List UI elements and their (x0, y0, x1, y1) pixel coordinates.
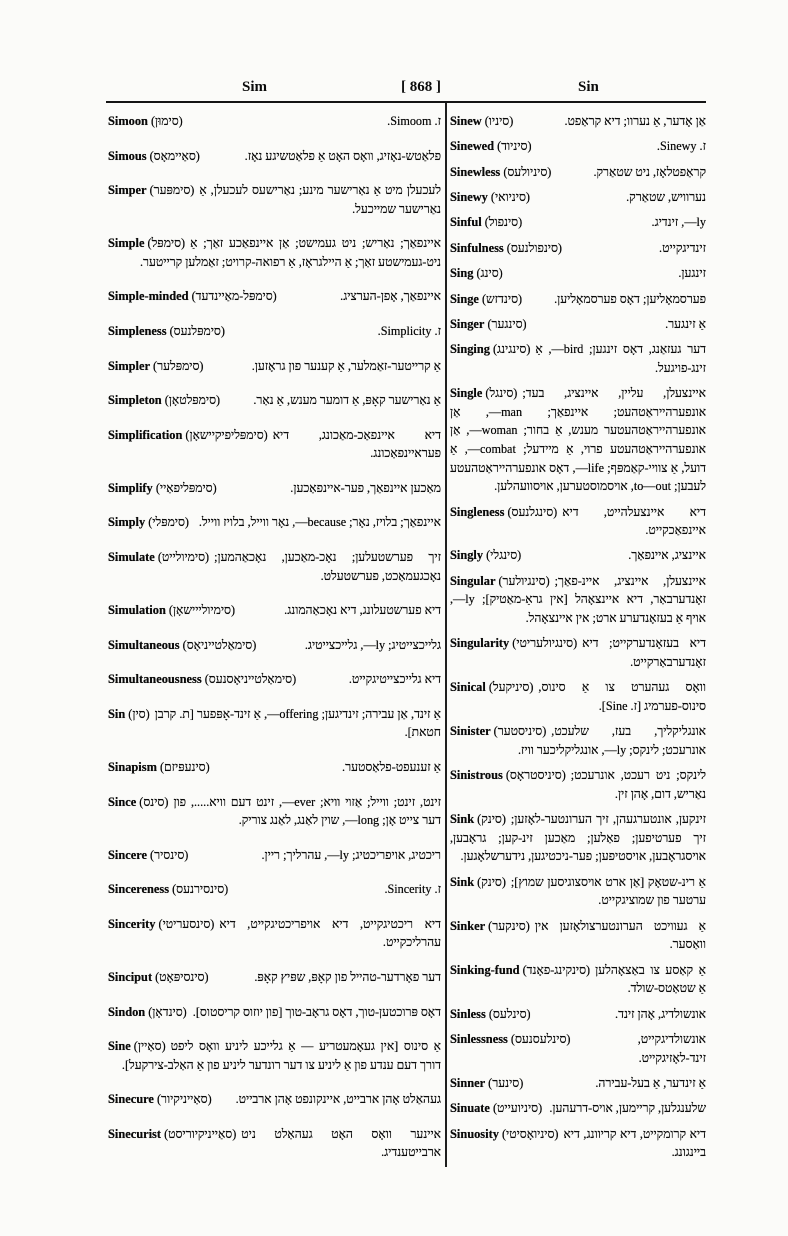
definition: ז. Simplicity. (377, 324, 441, 338)
definition: לינקס; ניט רעכט, אונרעכט; נאַריש, דום, אָהן זין. (570, 768, 706, 801)
headword: Sinking-fund (450, 962, 520, 977)
headword: Sink (450, 874, 475, 889)
headword-group (450, 810, 506, 829)
pronunciation: (סימפּל-מאַיינדעד) (191, 289, 277, 304)
definition: דער געזאַנג, דאָס זינגען; bird—, אַ זינג-פויגעל. (535, 342, 706, 375)
definition: איינצעלן, איינציג, איינ-פאַך; זאָנדערבאַר, דיא איינצאָהל [אין גראַ-מאַטיק]; ly—, אויף אַ בעזאָנדערע ארט; אין איינצאָהל. (450, 573, 706, 626)
pronunciation: (סימיולייישאָן) (168, 603, 236, 618)
pronunciation: (סינקער) (488, 918, 530, 933)
dictionary-entry (450, 873, 706, 910)
dictionary-entry (108, 601, 441, 620)
pronunciation: (סינפול) (484, 215, 523, 230)
pronunciation: (סינלעסנעס) (510, 1031, 571, 1046)
dictionary-entry (450, 503, 706, 540)
dictionary-entry (450, 315, 706, 334)
dictionary-entry (108, 880, 441, 899)
definition: דער פאָרדער-טהייל פון קאָפּ, שפּיץ קאָפּ. (254, 969, 441, 984)
headword: Since (108, 794, 137, 809)
headword-group (450, 188, 530, 207)
headword: Simoon (108, 114, 148, 128)
definition: פלאַטש-נאָזיג, וואָס האָט אַ פלאַטשיגע נאָז. (244, 148, 441, 163)
headword: Single (450, 386, 483, 401)
headword-group (108, 181, 194, 200)
dictionary-entry (108, 181, 441, 218)
definition: אַ קרייטער-זאַמלער, אַ קענער פון גראָזען. (251, 358, 441, 373)
pronunciation: (סיניסטער) (493, 724, 547, 739)
dictionary-entry (108, 548, 441, 585)
running-head-right: Sin (578, 79, 599, 95)
dictionary-entry (108, 513, 441, 532)
headword: Sincereness (108, 882, 170, 897)
pronunciation: (סינק) (477, 812, 506, 827)
dictionary-entry (108, 234, 441, 271)
dictionary-entry (450, 264, 706, 283)
pronunciation: (סימאַלטייניאָסנעס) (204, 672, 297, 687)
headword-group (108, 322, 225, 341)
pronunciation: (סימפּליפיקיישאָן) (185, 427, 268, 442)
definition: איינפאַך; נאַריש; ניט געמישט; אַן איינפאַכע זאַך; אַ ניט-געמישטע זאַך; אַ היילגראָז, אַ רפואה-קרויט; זאַמלען קרייטער. (140, 236, 441, 269)
headword: Sindon (108, 1004, 146, 1019)
headword-group (450, 1030, 570, 1049)
headword: Simultaneous (108, 637, 180, 652)
definition: אַן אָדער, אַ נערוו; דיא קראַפט. (564, 114, 706, 128)
headword-group (108, 112, 183, 131)
definition: אַ זינד, אַן עבירה; זינדיגען; offering—, אַ זינד-אָפּפער [ת. קרבן חטאת]. (154, 706, 441, 740)
headword-group (108, 548, 209, 567)
headword-group (450, 766, 566, 785)
dictionary-entry (450, 340, 706, 377)
dictionary-entry (450, 917, 706, 954)
pronunciation: (סינגיולעריטי) (512, 636, 578, 651)
pronunciation: (סיניסטראָס) (505, 768, 566, 783)
dictionary-entry (450, 572, 706, 628)
dictionary-entry (450, 137, 706, 156)
pronunciation: (סינגלנעס) (507, 504, 558, 519)
headword: Simulate (108, 549, 155, 564)
headword: Simplify (108, 480, 153, 495)
headword: Sin (108, 706, 126, 721)
dictionary-entry (108, 479, 441, 498)
headword: Sincere (108, 847, 147, 862)
definition: וואָס געהערט צו אַ סינוס, סינוס-פערמיג [ז. Sine]. (538, 680, 706, 713)
dictionary-entry (450, 163, 706, 182)
headword-group (450, 112, 513, 131)
headword-group (450, 384, 517, 403)
headword-group (108, 705, 150, 724)
pronunciation: (סינפולנעס) (506, 240, 562, 255)
headword: Sinewless (450, 164, 501, 179)
dictionary-entry (108, 968, 441, 987)
pronunciation: (סינגלי) (486, 548, 522, 563)
headword: Sine (108, 1039, 131, 1054)
headword-group (450, 1074, 523, 1093)
headword-group (108, 357, 204, 376)
pronunciation: (סימיולייט) (157, 549, 210, 564)
pronunciation: (סיניקעל) (488, 680, 534, 695)
header-rule (106, 101, 706, 103)
headword-group (450, 163, 551, 182)
definition: דיא קרומקייט, דיא קריוונג, דיא ביינגונג. (563, 1126, 706, 1160)
dictionary-entry (108, 391, 441, 410)
definition: דיא בעזאָנדערקייט; דיא זאָנדערבאַרקייט. (582, 636, 706, 669)
pronunciation: (סימפּל) (147, 236, 186, 251)
definition: ז. Sincerity. (384, 882, 441, 897)
definition: ריכטיג, אויפריכטיג; ly—, עהרליך; ריין. (261, 847, 441, 862)
dictionary-entry (450, 1099, 706, 1118)
pronunciation: (סיניועייט) (492, 1101, 543, 1116)
headword: Singer (450, 316, 485, 331)
dictionary-entry (108, 793, 441, 830)
definition: זינט, זינט; ווייל; אַזוי וויא; ever—, זינט דעם וויא....., פון דער צייט אָן; long—, שוין לאַנג, לאַנג צוריק. (173, 794, 441, 828)
headword: Sink (450, 812, 475, 827)
dictionary-entry (450, 722, 706, 759)
headword-group (108, 479, 217, 498)
pronunciation: (סיניואי) (490, 190, 530, 205)
pronunciation: (סאַייניקיור) (156, 1092, 212, 1107)
headword-group (450, 634, 577, 653)
definition: אַ קאַסע צו באַצאָהלען אַ שטאַטס-שולד. (595, 962, 706, 996)
definition: מאַכען איינפאַך, פער-איינפאַכען. (290, 480, 441, 495)
definition: ז. Simoom. (387, 114, 441, 128)
pronunciation: (סימפּלי) (148, 515, 189, 530)
definition: גלייכצייטיג; ly—, גלייכצייטיג. (304, 637, 441, 652)
headword-group (450, 961, 590, 980)
headword-group (108, 1003, 187, 1022)
headword-group (108, 601, 235, 620)
definition: זינגען. (678, 266, 706, 281)
definition: איינפאַך, אָפן-הערציג. (340, 289, 441, 304)
definition: אַ סינוס [אין געאָמעטריע — אַ גלייכע ליניע וואָס ליפט דורך דעם ענדע פון אַ ליניע צו דער רונדער ליניע פון אַ האַלב-צירקעל]. (121, 1039, 441, 1072)
pronunciation: (סיניוד) (497, 139, 532, 154)
pronunciation: (סיניו) (484, 114, 514, 128)
headword: Sinapism (108, 759, 157, 774)
definition: זינקען, אונטערגעהן, זיך הערונטער-לאָזען; זיך פערטיפען; פאַלען; מאַכען זינ-קען; גראָבען, אויסגראָבען, אויסטיפען; פער-ניכטיגען, נידערשלאָגען. (450, 812, 706, 864)
headword-group (108, 915, 214, 934)
pronunciation: (סינסירנעס) (172, 882, 229, 897)
headword: Singleness (450, 504, 505, 519)
headword: Sinciput (108, 969, 153, 984)
left-column (108, 112, 441, 1162)
headword: Sinewed (450, 139, 495, 154)
definition: דאָס פּרוכטען-טוך, דאָס גראָב-טוך [פון יוזוס קריסטוס]. (192, 1004, 441, 1019)
headword: Sinfulness (450, 240, 504, 255)
headword-group (108, 234, 185, 253)
dictionary-entry (450, 961, 706, 998)
headword-group (108, 1125, 236, 1144)
headword: Simulation (108, 603, 166, 618)
dictionary-entry (108, 1090, 441, 1109)
pronunciation: (סינדזש) (481, 291, 523, 306)
pronunciation: (סינסיר) (150, 847, 189, 862)
definition: אַ זענעפט-פלאַסטער. (342, 759, 441, 774)
headword: Sinew (450, 114, 482, 128)
dictionary-entry (108, 322, 441, 341)
headword: Simply (108, 515, 146, 530)
headword-group (450, 678, 533, 697)
headword: Simultaneousness (108, 672, 202, 687)
headword: Sinical (450, 680, 486, 695)
headword: Sinker (450, 918, 486, 933)
dictionary-entry (108, 636, 441, 655)
headword: Singe (450, 291, 479, 306)
headword-group (108, 880, 228, 899)
headword-group (108, 287, 277, 306)
pronunciation: (סינדאָן) (148, 1004, 187, 1019)
headword-group (108, 758, 210, 777)
dictionary-entry (450, 1125, 706, 1162)
headword-group (108, 968, 209, 987)
headword-group (450, 572, 550, 591)
headword-group (108, 391, 220, 410)
headword: Simper (108, 183, 147, 198)
pronunciation: (סימפּלטאָן) (164, 393, 221, 408)
dictionary-entry (108, 670, 441, 689)
definition: איינציג, איינפאַך. (628, 548, 706, 563)
pronunciation: (סינגיולער) (498, 573, 550, 588)
pronunciation: (סינק) (477, 874, 506, 889)
dictionary-entry (450, 1074, 706, 1093)
pronunciation: (סאַיין) (133, 1039, 166, 1054)
headword: Sinner (450, 1075, 486, 1090)
definition: אונגליקליך, בעז, שלעכט, אונרעכט; לינקס; ly—, אונגליקליכער וויז. (517, 724, 706, 757)
dictionary-entry (108, 846, 441, 865)
definition: זיך פערשטעלען; נאָכ-מאַכען, נאָכאַהמען; נאָכגעמאַכט, פערשטעלט. (214, 549, 441, 583)
headword-group (450, 1005, 531, 1024)
definition: אַ נאַרישער קאָפּ, אַ דומער מענש, אַ נאַר. (253, 393, 441, 408)
pronunciation: (סינגער) (487, 316, 527, 331)
headword: Sinuosity (450, 1126, 499, 1141)
pronunciation: (סינלעס) (488, 1006, 531, 1021)
pronunciation: (סינער) (488, 1075, 524, 1090)
headword: Sinuate (450, 1101, 490, 1116)
pronunciation: (סימפּלער) (153, 358, 204, 373)
headword-group (108, 670, 296, 689)
headword-group (450, 239, 562, 258)
definition: זינדיגקייט. (659, 240, 706, 255)
pronunciation: (סינגינג) (493, 342, 531, 357)
dictionary-entry (450, 213, 706, 232)
pronunciation: (סינגל) (485, 386, 518, 401)
headword-group (108, 513, 189, 532)
pronunciation: (סינס) (139, 794, 169, 809)
dictionary-entry (450, 810, 706, 866)
dictionary-entry (108, 357, 441, 376)
dictionary-entry (108, 426, 441, 463)
definition: דיא גלייכצייטיגקייט. (348, 672, 441, 687)
headword-group (450, 315, 527, 334)
headword: Sing (450, 266, 474, 281)
headword: Simple (108, 236, 145, 251)
headword-group (450, 1125, 558, 1144)
dictionary-entry (108, 1125, 441, 1162)
headword-group (450, 546, 521, 565)
headword: Sinlessness (450, 1031, 508, 1046)
definition: אַ זינדער, אַ בעל-עבירה. (595, 1075, 706, 1090)
definition: אַ רינ-שטאָק [אַן ארט אויסצוגיסען שמוץ]; ערטער פון שמוציגקייט. (510, 874, 706, 908)
definition: דיא פערשטעלונג, דיא נאָכאַהמונג. (284, 603, 441, 618)
headword: Singing (450, 342, 490, 357)
dictionary-entry (108, 758, 441, 777)
headword: Sincerity (108, 916, 156, 931)
definition: דיא איינפאַכ-מאַכונג, דיא פעראיינפאַכונג. (272, 427, 441, 461)
headword-group (450, 503, 557, 522)
headword: Singly (450, 548, 484, 563)
headword: Singular (450, 573, 496, 588)
headword: Sinecurist (108, 1126, 162, 1141)
dictionary-entry (450, 384, 706, 496)
right-column (450, 112, 706, 1162)
dictionary-entry (108, 287, 441, 306)
dictionary-entry (108, 147, 441, 166)
headword-group (450, 290, 522, 309)
pronunciation: (סיניואָסיטי) (501, 1126, 559, 1141)
headword: Simple-minded (108, 289, 189, 304)
dictionary-entry (108, 1037, 441, 1074)
dictionary-entry (450, 290, 706, 309)
pronunciation: (סינג) (476, 266, 503, 281)
pronunciation: (סאַיימאָס) (149, 148, 200, 163)
headword-group (108, 793, 168, 812)
column-divider (445, 103, 447, 1167)
headword-group (450, 917, 530, 936)
pronunciation: (סימפּלנעס) (169, 324, 225, 338)
headword: Sinless (450, 1006, 486, 1021)
definition: געהאַלט אָהן ארבייט, איינקונפט אָהן ארבייט. (235, 1092, 441, 1107)
dictionary-entry (450, 1030, 706, 1067)
headword-group (450, 340, 530, 359)
definition: דיא איינצעלהייט, דיא איינפאַכקייט. (562, 504, 706, 538)
headword: Simplification (108, 427, 183, 442)
headword-group (450, 873, 506, 892)
headword-group (108, 426, 268, 445)
dictionary-entry (108, 112, 441, 131)
pronunciation: (סינסיפּאָט) (155, 969, 209, 984)
pronunciation: (סיניולעס) (503, 164, 552, 179)
dictionary-entry (108, 705, 441, 742)
dictionary-entry (450, 112, 706, 131)
headword: Simous (108, 148, 147, 163)
headword-group (450, 1099, 542, 1118)
running-head-left: Sim (242, 79, 268, 95)
headword: Simpleness (108, 324, 167, 338)
headword-group (450, 264, 503, 283)
definition: איינצעלן, עליין, איינציג, בעד; אונפערהייראַטהעט; איינפאַך; man—, אַן אונפערהייראַטהעטער מענש, אַ בחור; woman—, אַן אונפערהייראַטהעטע פרוי, אַ מיידעל; combat—, אַ דועל, אַ צוויי-קאַמפּף; life—, דאָס אונפערהייראַטהעטע לעבען; to—out, אויסמוסטערען, אויסוועהלען. (450, 386, 707, 494)
definition: דיא ריכטיגקייט, דיא אויפריכטיגקייט, דיא עהרליכקייט. (219, 916, 441, 950)
pronunciation: (סימפּער) (149, 183, 195, 198)
definition: אַ זינגער. (665, 316, 706, 331)
dictionary-entry (108, 1003, 441, 1022)
definition: לעכעלן מיט אַ נאַרישער מינע; נאַרישעס לעכעלן, אַ נאַרישער שמייכעל. (199, 183, 441, 216)
definition: ly—, זינדיג. (651, 215, 706, 230)
definition: אונשולדיג, אָהן זינד. (615, 1006, 706, 1021)
pronunciation: (סינעפּיזם) (159, 759, 210, 774)
headword-group (108, 1090, 212, 1109)
definition: נערוויש, שטאַרק. (626, 190, 706, 205)
pronunciation: (סימאַלטייניאָס) (182, 637, 257, 652)
pronunciation: (סינקינג-פאָנד) (522, 962, 591, 977)
dictionary-entry (450, 1005, 706, 1024)
definition: איינער וואָס האָט געהאַלט ניט ארבייטענדיג. (241, 1126, 441, 1160)
headword-group (108, 846, 188, 865)
dictionary-entry (450, 634, 706, 671)
headword-group (108, 147, 200, 166)
pronunciation: (סימוּן) (150, 114, 183, 128)
headword: Sinecure (108, 1092, 154, 1107)
headword-group (450, 722, 546, 741)
dictionary-entry (108, 915, 441, 952)
pronunciation: (סין) (128, 706, 150, 721)
pronunciation: (סינסעריטי) (158, 916, 215, 931)
headword: Simpler (108, 358, 150, 373)
definition: פערסמאָליען; דאָס פערסמאָליען. (554, 291, 706, 306)
dictionary-entry (450, 239, 706, 258)
dictionary-entry (450, 188, 706, 207)
definition: איינפאַך; בלויז, נאָר; because—, נאָר ווייל, בלויז ווייל. (198, 515, 441, 530)
headword: Sinister (450, 724, 491, 739)
headword: Sinful (450, 215, 482, 230)
dictionary-entry (450, 546, 706, 565)
headword: Simpleton (108, 393, 162, 408)
pronunciation: (סאַייניקיוריסט) (164, 1126, 237, 1141)
headword-group (450, 213, 522, 232)
dictionary-entry (450, 766, 706, 803)
definition: קראַפטלאָז, ניט שטאַרק. (593, 164, 706, 179)
headword: Singularity (450, 636, 510, 651)
headword: Sinewy (450, 190, 488, 205)
definition: ז. Sinewy. (656, 139, 706, 154)
page-number: [ 868 ] (401, 79, 441, 95)
headword-group (108, 636, 256, 655)
headword-group (108, 1037, 166, 1056)
headword: Sinistrous (450, 768, 503, 783)
dictionary-entry (450, 678, 706, 715)
definition: אַ געוויכט הערונטערצולאָזען אין וואַסער. (534, 918, 706, 952)
headword-group (450, 137, 532, 156)
definition: אונשולדיגקייט, זינד-לאָזיגקייט. (637, 1031, 706, 1065)
definition: שלענגלען, קריימען, אויס-דרעהען. (549, 1101, 706, 1116)
pronunciation: (סימפּליפאַיי) (155, 480, 217, 495)
